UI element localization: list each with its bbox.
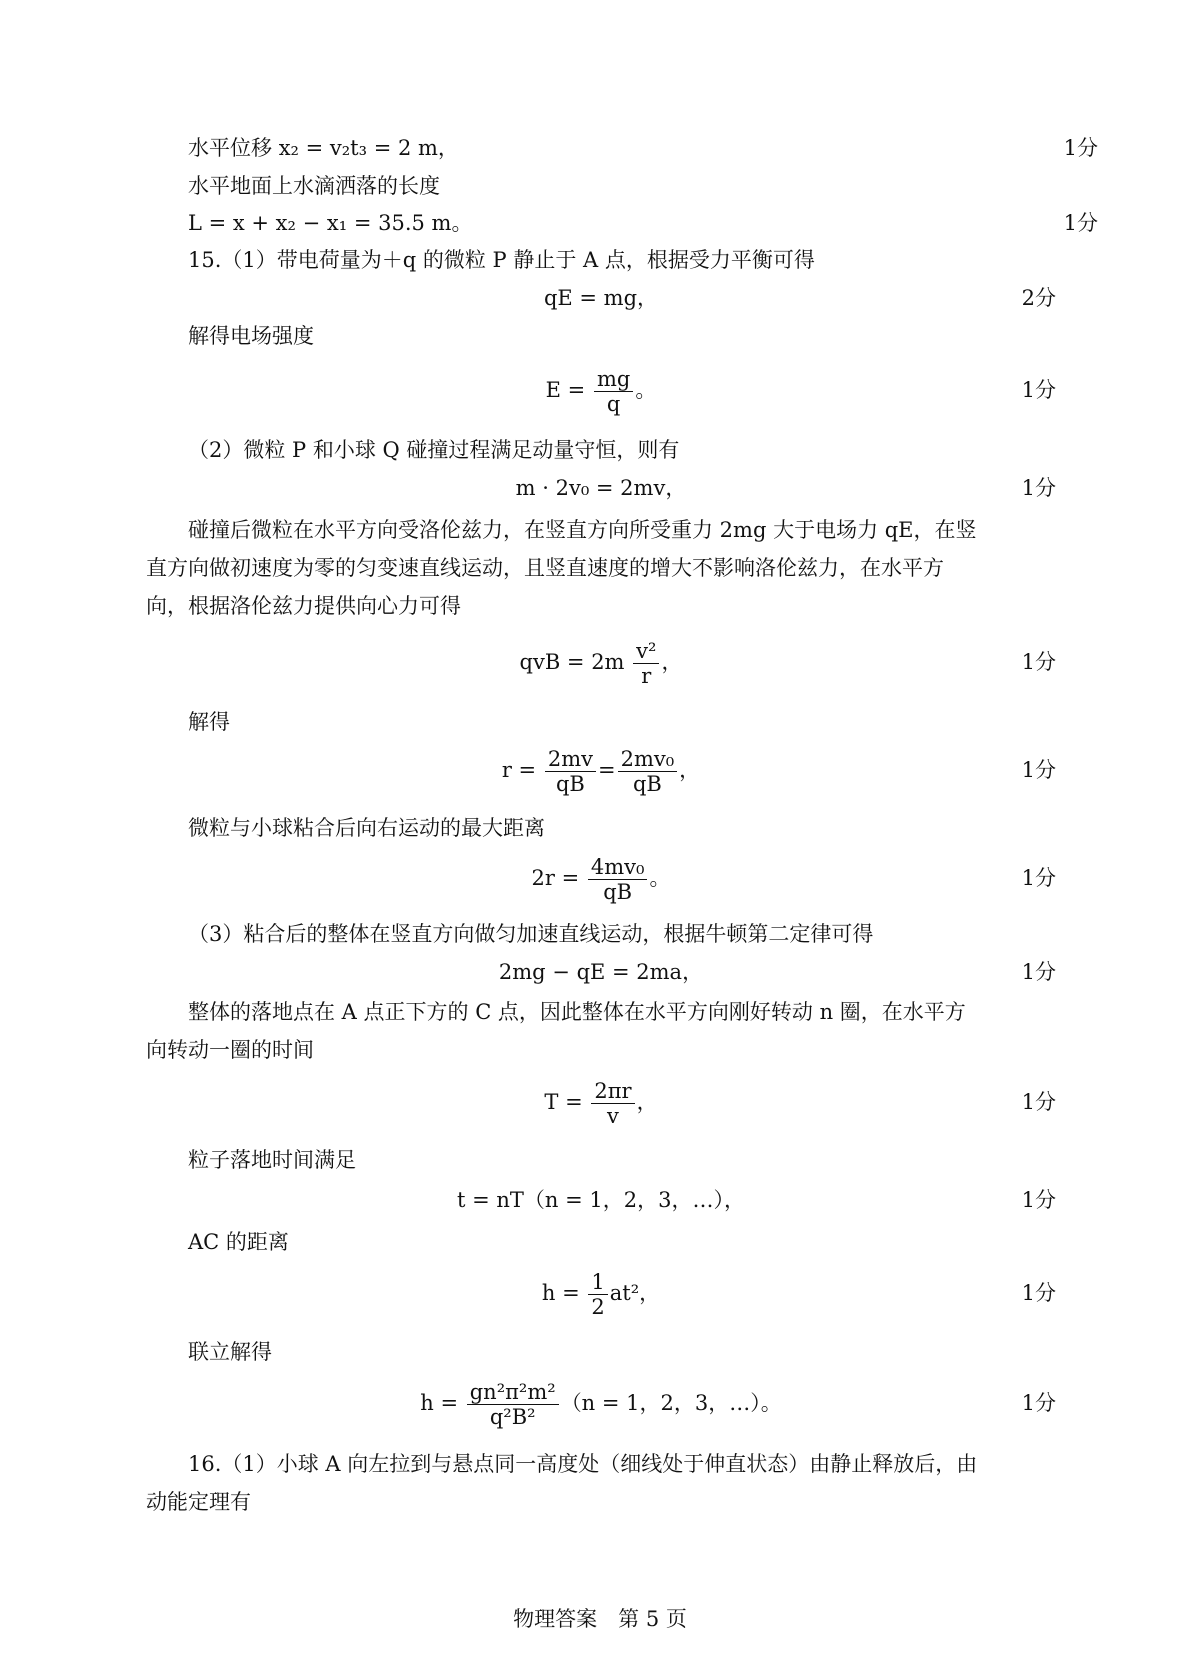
- score: 1分: [1021, 1090, 1056, 1114]
- fraction: [467, 1380, 559, 1429]
- line-text: [188, 702, 1098, 742]
- text: 水平位移: [188, 136, 279, 160]
- equation: [532, 848, 671, 908]
- lhs: T =: [544, 1090, 583, 1114]
- line-horizontal-displacement: [188, 128, 1098, 168]
- tail: 。: [649, 866, 671, 890]
- equation: [420, 1372, 782, 1434]
- equals: =: [597, 758, 616, 782]
- paragraph-line: [146, 548, 1056, 588]
- score: 2分: [1021, 286, 1056, 310]
- page-footer: 物理答案 第 5 页: [513, 1607, 687, 1631]
- text: 整体的落地点在 A 点正下方的 C 点，因此整体在水平方向刚好转动 n 圈，在水平方: [188, 1000, 966, 1024]
- score: 1分: [1063, 136, 1098, 160]
- numerator: gn²π²m²: [467, 1380, 559, 1405]
- text: 水平地面上水滴洒落的长度: [188, 174, 440, 198]
- line-text: [188, 1222, 1098, 1262]
- lhs: 2r =: [531, 866, 580, 890]
- score: 1分: [1021, 960, 1056, 984]
- fraction: [594, 367, 633, 416]
- line-radius: [146, 740, 1056, 800]
- line-length-equation: [188, 203, 1098, 243]
- line-q15-part3: [188, 914, 1098, 954]
- equation: [542, 1262, 660, 1324]
- numerator: v²: [633, 639, 659, 664]
- score: 1分: [1021, 650, 1056, 674]
- fraction: [633, 639, 659, 688]
- tail: ，: [679, 758, 701, 782]
- denominator: 2: [591, 1295, 605, 1319]
- line-final-h: [146, 1372, 1056, 1434]
- denominator: q: [606, 392, 621, 416]
- score: 1分: [1021, 1188, 1056, 1212]
- line-newton: [146, 952, 1056, 992]
- fraction: [588, 855, 648, 904]
- numerator: 2mv: [545, 747, 596, 772]
- equation: [544, 1072, 657, 1132]
- text: 向转动一圈的时间: [146, 1038, 314, 1062]
- line-q15-part2: [188, 430, 1098, 470]
- text: 直方向做初速度为零的匀变速直线运动，且竖直速度的增大不影响洛伦兹力，在水平方: [146, 556, 944, 580]
- tail: ，: [636, 1090, 658, 1114]
- equation: 2mg − qE = 2ma，: [498, 960, 704, 984]
- text: 向，根据洛伦兹力提供向心力可得: [146, 594, 461, 618]
- text: 15.（1）带电荷量为＋q 的微粒 P 静止于 A 点，根据受力平衡可得: [188, 248, 815, 272]
- numerator: mg: [594, 367, 633, 392]
- numerator: 2mv₀: [618, 747, 678, 772]
- tail: at²，: [609, 1281, 661, 1305]
- paragraph-line: [146, 1482, 1056, 1522]
- paragraph-line: [188, 1444, 1098, 1484]
- paragraph-line: [146, 586, 1056, 626]
- line-momentum: [146, 468, 1056, 508]
- line-q15-part1: [188, 240, 1098, 280]
- paragraph-line: [188, 510, 1098, 550]
- text: 动能定理有: [146, 1490, 251, 1514]
- text: 解得: [188, 710, 230, 734]
- line-field-strength: [146, 362, 1056, 418]
- equation: m · 2v₀ = 2mv，: [515, 476, 687, 500]
- text: 粒子落地时间满足: [188, 1148, 356, 1172]
- equation: [546, 362, 657, 418]
- score: 1分: [1021, 866, 1056, 890]
- line-period: [146, 1072, 1056, 1132]
- fraction: [618, 747, 678, 796]
- lhs: r =: [501, 758, 537, 782]
- line-text: [188, 1140, 1098, 1180]
- paragraph-line: [146, 1030, 1056, 1070]
- equation: [520, 632, 683, 692]
- line-force-balance: [146, 278, 1056, 318]
- score: 1分: [1063, 211, 1098, 235]
- text: （3）粘合后的整体在竖直方向做匀加速直线运动，根据牛顿第二定律可得: [188, 922, 874, 946]
- score: 1分: [1021, 758, 1056, 782]
- text: 16.（1）小球 A 向左拉到与悬点同一高度处（细线处于伸直状态）由静止释放后，由: [188, 1452, 978, 1476]
- score: 1分: [1021, 1281, 1056, 1305]
- fraction: [591, 1079, 634, 1128]
- line-text: [188, 808, 1098, 848]
- denominator: qB: [555, 772, 585, 796]
- text: 碰撞后微粒在水平方向受洛伦兹力，在竖直方向所受重力 2mg 大于电场力 qE，在竖: [188, 518, 977, 542]
- text: 解得电场强度: [188, 324, 314, 348]
- line-text: [188, 316, 1098, 356]
- lhs: E =: [545, 378, 586, 402]
- numerator: 1: [588, 1270, 607, 1295]
- lhs: qvB = 2m: [519, 650, 625, 674]
- text: AC 的距离: [188, 1230, 289, 1254]
- line-text: [188, 1332, 1098, 1372]
- equation: L = x + x₂ − x₁ = 35.5 m。: [188, 211, 473, 235]
- tail: 。: [635, 378, 657, 402]
- equation: qE = mg，: [543, 286, 659, 310]
- denominator: q²B²: [489, 1405, 536, 1429]
- line-max-distance: [146, 848, 1056, 908]
- denominator: qB: [603, 880, 633, 904]
- fraction: [545, 747, 596, 796]
- denominator: v: [607, 1104, 619, 1128]
- paragraph-line: [188, 992, 1098, 1032]
- tail: ，: [661, 650, 683, 674]
- score: 1分: [1021, 378, 1056, 402]
- denominator: qB: [632, 772, 662, 796]
- score: 1分: [1021, 1391, 1056, 1415]
- equation: [502, 740, 700, 800]
- score: 1分: [1021, 476, 1056, 500]
- text: 联立解得: [188, 1340, 272, 1364]
- line-height-h: [146, 1262, 1056, 1324]
- fraction: [588, 1270, 607, 1319]
- numerator: 2πr: [591, 1079, 634, 1104]
- equation: t = nT（n = 1，2，3，…），: [457, 1188, 745, 1212]
- tail: （n = 1，2，3，…）。: [560, 1391, 782, 1415]
- text: 微粒与小球粘合后向右运动的最大距离: [188, 816, 545, 840]
- numerator: 4mv₀: [588, 855, 648, 880]
- line-text: [188, 166, 1098, 206]
- lhs: h =: [420, 1391, 459, 1415]
- equation: x₂ = v₂t₃ = 2 m，: [278, 136, 459, 160]
- line-time: [146, 1180, 1056, 1220]
- text: （2）微粒 P 和小球 Q 碰撞过程满足动量守恒，则有: [188, 438, 680, 462]
- lhs: h =: [541, 1281, 580, 1305]
- denominator: r: [641, 664, 652, 688]
- line-centripetal: [146, 632, 1056, 692]
